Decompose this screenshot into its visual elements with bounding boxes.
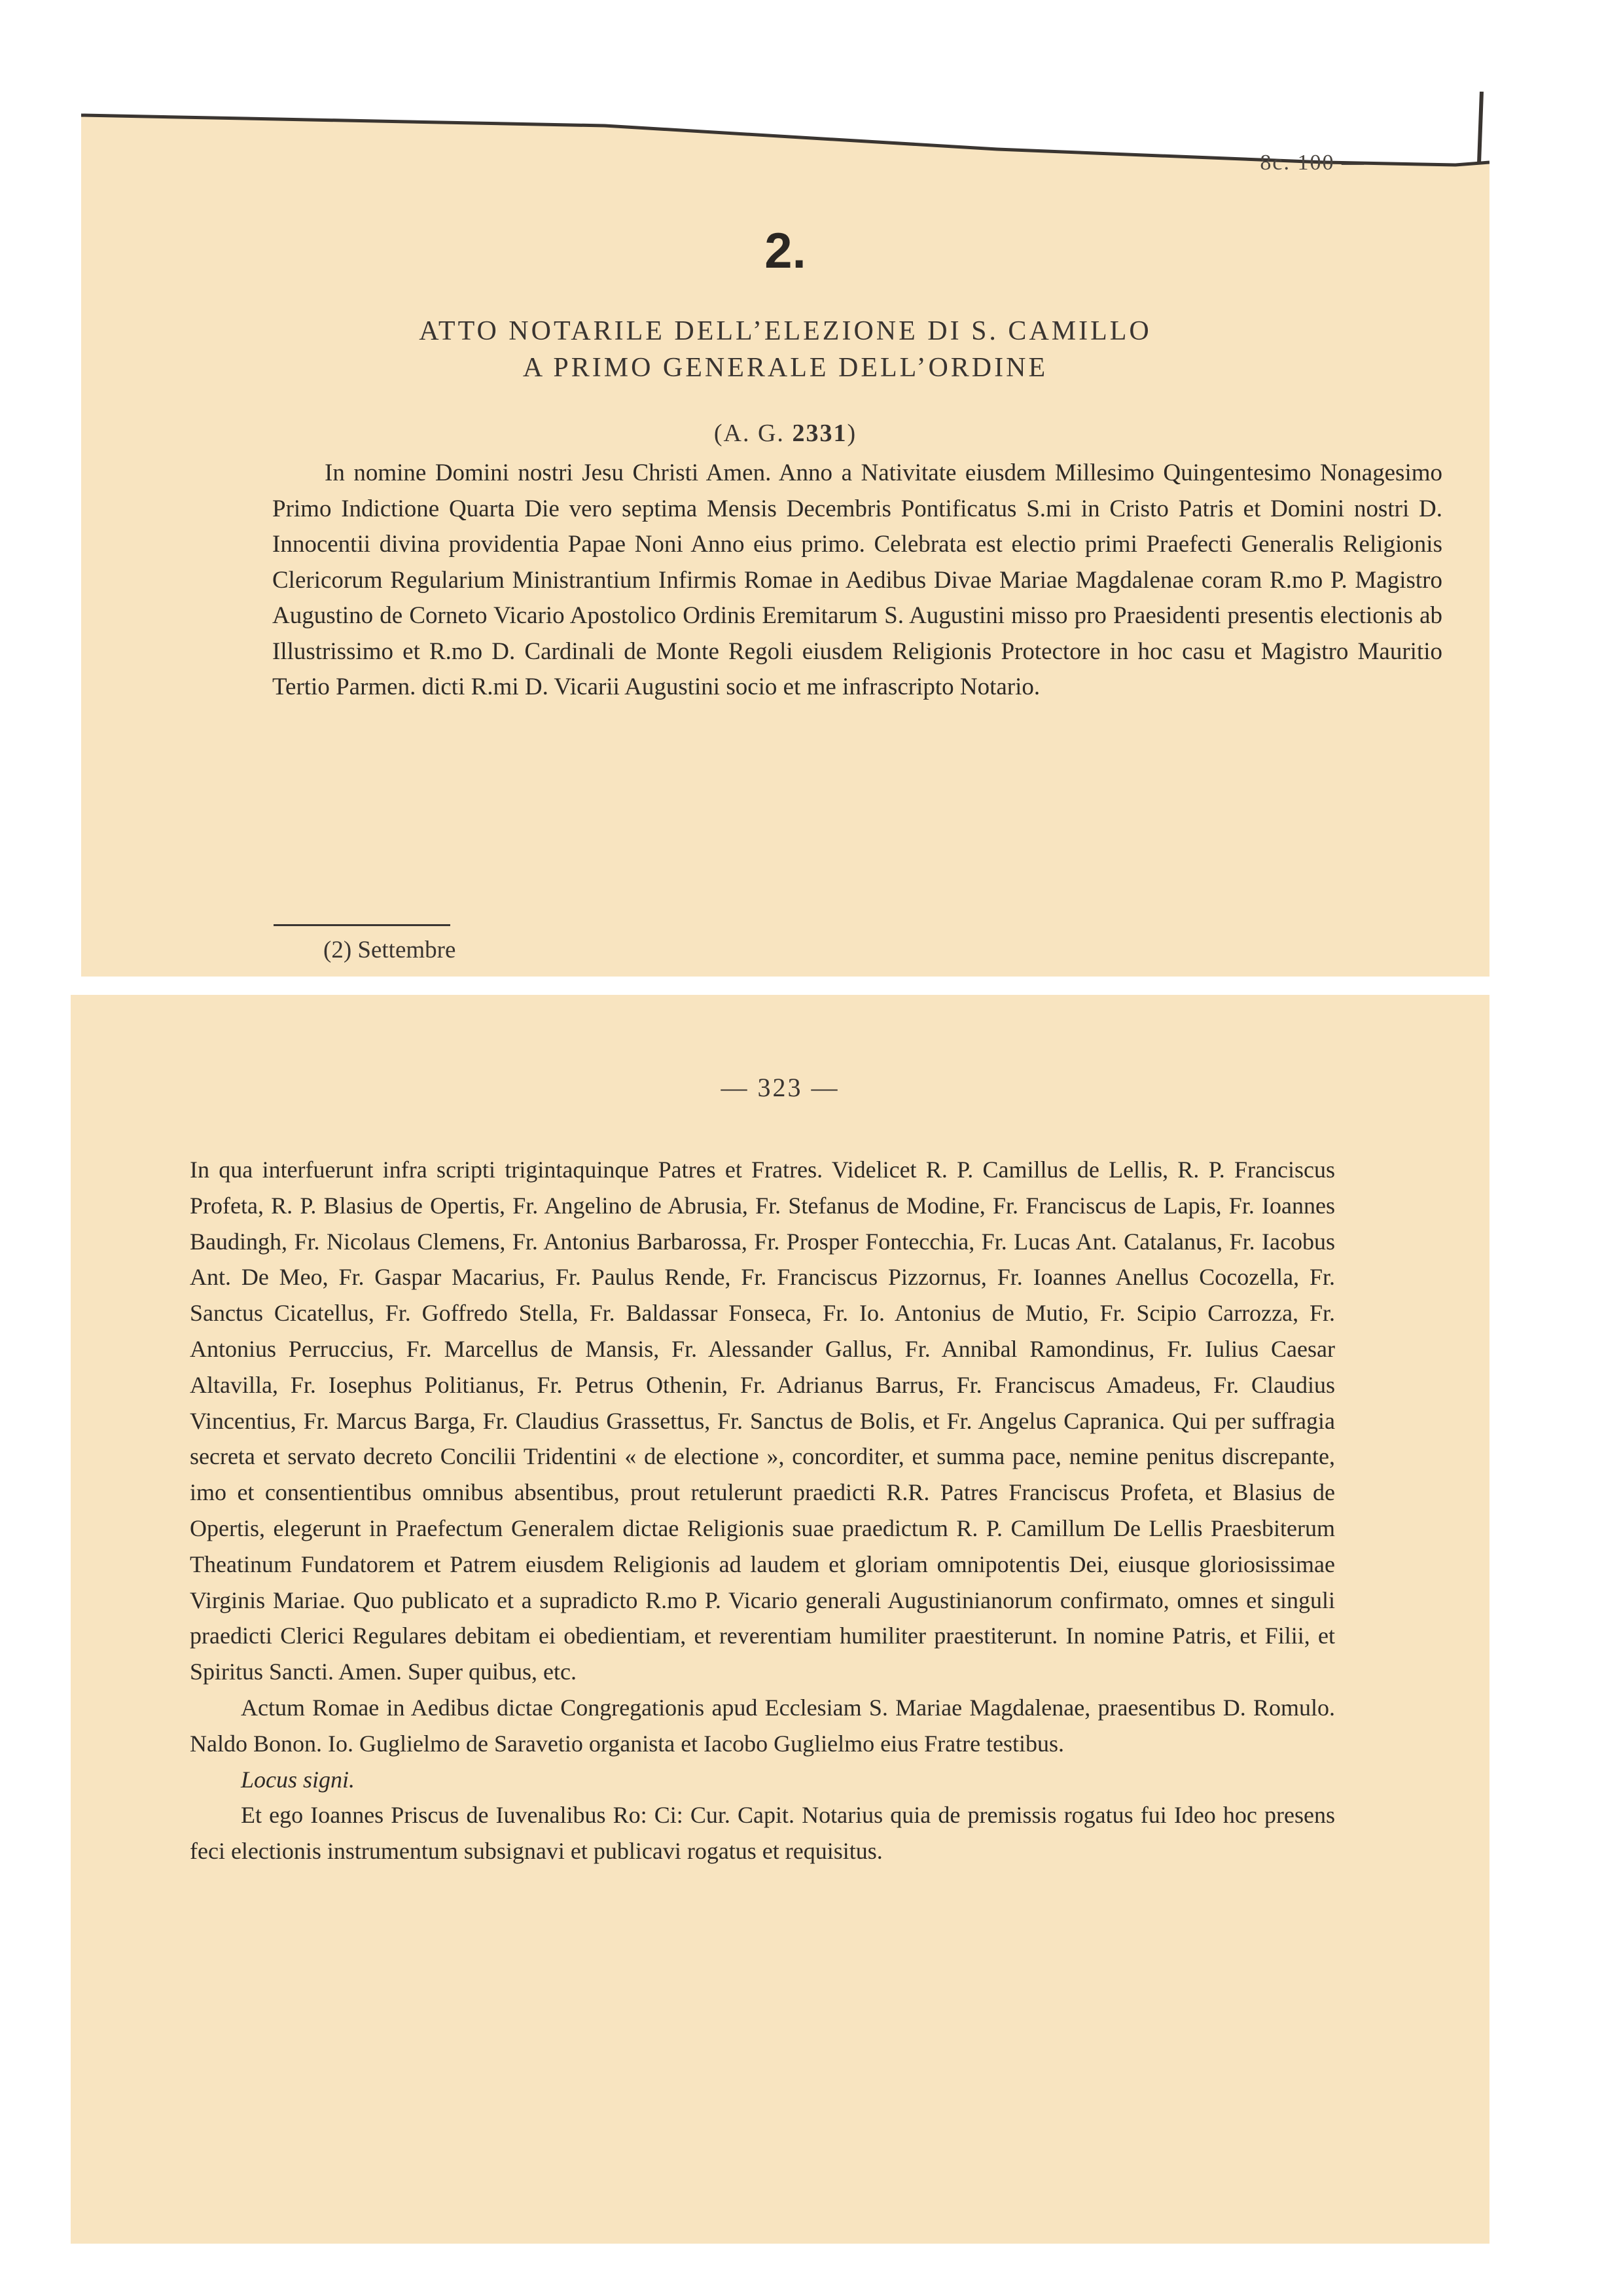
title-line-1: ATTO NOTARILE DELL’ELEZIONE DI S. CAMILLO: [419, 316, 1152, 346]
reference-prefix: (A. G.: [713, 420, 793, 447]
page-number: — 323 —: [721, 1073, 840, 1102]
bottom-page-scan: [71, 995, 1489, 2244]
notarial-paragraph: In nomine Domini nostri Jesu Christi Amen. Anno a Nativitate eiusdem Millesimo Quingentesimo Nonagesimo Primo Indictione Quarta Die vero septima Mensis Decembris Pontificatus S.mi in Cristo Patris et Domini nostri D. Innocentii divina providentia Papae Noni Anno eius primo. Celebrata est electio primi Praefecti Generalis Religionis Clericorum Regularium Ministrantium Infirmis Romae in Aedibus Divae Mariae Magdalenae coram R.mo P. Magistro Augustino de Corneto Vicario Apostolico Ordinis Eremitarum S. Augustini misso pro Praesidenti presentis electionis ab Illustrissimo et R.mo D. Cardinali de Monte Regoli eiusdem Religionis Protectore in hoc casu et Magistro Mauritio Tertio Parmen. dicti R.mi D. Vicarii Augustini socio et me infrascripto Notario.: [272, 459, 1442, 700]
title-line-2: A PRIMO GENERALE DELL’ORDINE: [522, 353, 1048, 383]
notary-attestation: Et ego Ioannes Priscus de Iuvenalibus Ro: Ci: Cur. Capit. Notarius quia de premissis rogatus fui Ideo hoc presens feci electionis instrumentum subsignavi et publicavi rogatus et requisitus.: [190, 1802, 1335, 1865]
footnote: (2) Settembre: [323, 937, 456, 963]
locus-signi: Locus signi.: [241, 1766, 355, 1793]
actum-paragraph: Actum Romae in Aedibus dictae Congregationis apud Ecclesiam S. Mariae Magdalenae, praesentibus D. Romulo. Naldo Bonon. Io. Guglielmo de Saravetio organista et Iacobo Guglielmo eius Fratre testibus.: [190, 1694, 1335, 1757]
electors-paragraph: In qua interfuerunt infra scripti trigintaquinque Patres et Fratres. Videlicet R. P. Camillus de Lellis, R. P. Franciscus Profeta, R. P. Blasius de Opertis, Fr. Angelino de Abrusia, Fr. Stefanus de Modine, Fr. Franciscus de Lapis, Fr. Ioannes Baudingh, Fr. Nicolaus Clemens, Fr. Antonius Barbarossa, Fr. Prosper Fontecchia, Fr. Lucas Ant. Catalanus, Fr. Iacobus Ant. De Meo, Fr. Gaspar Macarius, Fr. Paulus Rende, Fr. Franciscus Pizzornus, Fr. Ioannes Anellus Cocozella, Fr. Sanctus Cicatellus, Fr. Goffredo Stella, Fr. Baldassar Fonseca, Fr. Io. Antonius de Mutio, Fr. Scipio Carrozza, Fr. Antonius Perruccius, Fr. Marcellus de Mansis, Fr. Alessander Gallus, Fr. Annibal Ramondinus, Fr. Iulius Caesar Altavilla, Fr. Iosephus Politianus, Fr. Petrus Othenin, Fr. Adrianus Barrus, Fr. Franciscus Amadeus, Fr. Claudius Vincentius, Fr. Marcus Barga, Fr. Claudius Grassettus, Fr. Sanctus de Bolis, et Fr. Angelus Capranica. Qui per suffragia secreta et servato decreto Concilii Tridentini « de electione », concorditer, et summa pace, nemine penitus discrepante, imo et consentientibus omnibus absentibus, prout retulerunt praedicti R.R. Patres Franciscus Profeta, et Blasius de Opertis, elegerunt in Praefectum Generalem dictae Religionis suae praedictum R. P. Camillum De Lellis Praesbiterum Theatinum Fundatorem et Patrem eiusdem Religionis ad laudem et gloriam omnipotentis Dei, eiusque gloriosissimae Virginis Mariae. Quo publicato et a supradicto R.mo P. Vicario generali Augustinianorum confirmato, omnes et singuli praedicti Clerici Regulares debitam ei obedientiam, et reverentiam humiliter praestiterunt. In nomine Patris, et Filii, et Spiritus Sancti. Amen. Super quibus, etc.: [190, 1157, 1335, 1685]
reference-suffix: ): [847, 420, 857, 447]
reference-number: 2331: [792, 420, 847, 447]
section-number: 2.: [764, 223, 806, 279]
top-page-scan: [81, 92, 1489, 977]
archive-reference: [81, 419, 1489, 448]
page-body: [190, 1152, 1335, 1869]
folio-fragment: 8c. 100 —: [1260, 151, 1365, 175]
footnote-rule: [274, 924, 450, 926]
document-title: [81, 313, 1489, 386]
